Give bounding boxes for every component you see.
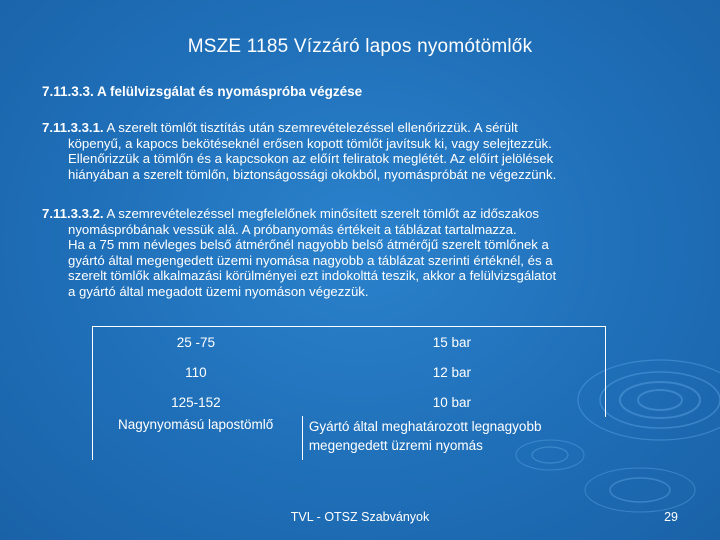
table-row	[93, 327, 606, 358]
table-cell-diameter: 125-152	[93, 387, 299, 417]
slide-title: MSZE 1185 Vízzáró lapos nyomótömlők	[187, 36, 533, 57]
paragraph-number: 7.11.3.3.2.	[42, 206, 104, 221]
pressure-table	[92, 326, 606, 461]
table-cell-pressure: 10 bar	[299, 387, 606, 417]
section-heading: 7.11.3.3. A felülvizsgálat és nyomáspróba végzése	[42, 84, 363, 99]
table-row	[93, 357, 606, 387]
table-column-divider	[302, 416, 303, 460]
paragraph-line: a gyártó által megadott üzemi nyomáson végezzük.	[68, 283, 369, 299]
paragraph-line: nyomáspróbának vessük alá. A próbanyomás értékeit a táblázat tartalmazza.	[68, 221, 517, 237]
table-row	[93, 387, 606, 417]
footer-text: TVL - OTSZ Szabványok	[290, 510, 430, 524]
table-frame-edge	[92, 416, 93, 460]
paragraph-line: 7.11.3.3.2. A szemrevételezéssel megfelelőnek minősített szerelt tömlőt az időszakos	[42, 206, 539, 221]
paragraph-line: szerelt tömlők alkalmazási körülményei ezt indokolttá teszik, akkor a felülvizsgálatot	[68, 268, 557, 283]
paragraph-line: köpenyű, a kapocs bekötéseknél erősen kopott tömlőt javítsuk ki, vagy selejtezzük.	[68, 135, 552, 151]
table-cell-diameter: 25 -75	[93, 327, 299, 358]
table-cell-pressure: 15 bar	[299, 327, 606, 358]
paragraph-inspection	[42, 120, 682, 182]
paragraph-line: Ha a 75 mm névleges belső átmérőnél nagyobb belső átmérőjű szerelt tömlőnek a	[68, 237, 549, 252]
table-cell-diameter: 110	[93, 357, 299, 387]
table-cell-pressure: 12 bar	[299, 357, 606, 387]
paragraph-number: 7.11.3.3.1.	[42, 120, 104, 135]
paragraph-line: 7.11.3.3.1. A szerelt tömlőt tisztítás után szemrevételezéssel ellenőrizzük. A sérült	[42, 120, 518, 135]
paragraph-line: gyártó által megengedett üzemi nyomása nagyobb a táblázat szerinti értéknél, és a	[68, 252, 553, 268]
table-row	[93, 417, 606, 461]
paragraph-line: hiányában a szerelt tömlőn, biztonságossági okokból, nyomáspróbát ne végezzünk.	[68, 166, 557, 182]
paragraph-pressure-test	[42, 206, 682, 299]
table-cell-diameter: Nagynyomású lapostömlő	[117, 417, 274, 432]
paragraph-line: Ellenőrizzük a tömlőn és a kapcsokon az előírt feliratok meglétét. Az előírt jelölések	[68, 151, 554, 166]
table-cell-pressure: Gyártó által meghatározott legnagyobb megengedett üzremi nyomás	[308, 419, 542, 453]
page-number: 29	[664, 510, 678, 524]
